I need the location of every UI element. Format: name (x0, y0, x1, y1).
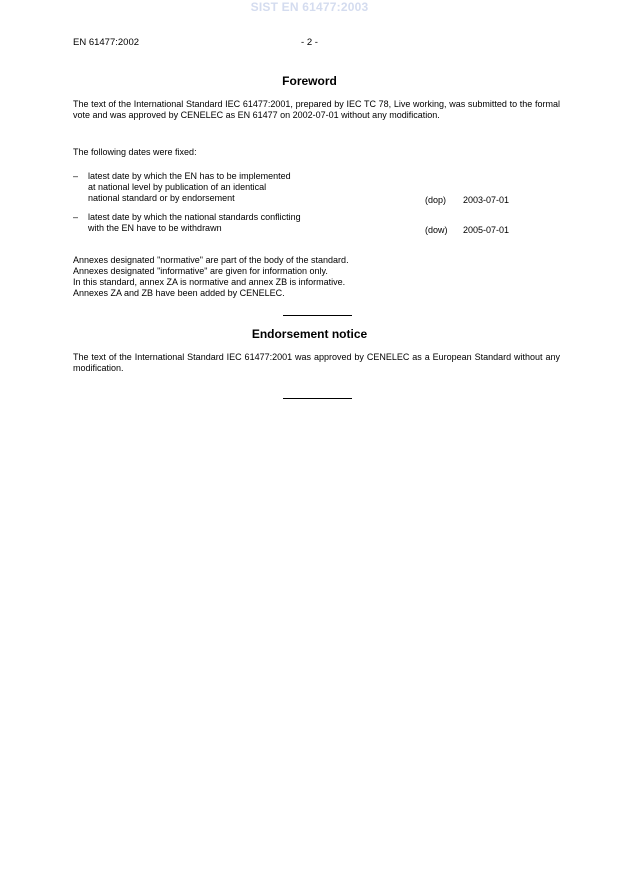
dates-intro: The following dates were fixed: (73, 147, 197, 157)
date-item-line: national standard or by endorsement (88, 193, 235, 203)
endorsement-heading: Endorsement notice (251, 327, 368, 341)
annexes-line: In this standard, annex ZA is normative and annex ZB is informative. (73, 277, 346, 287)
annexes-line: Annexes ZA and ZB have been added by CENELEC. (73, 288, 285, 298)
annexes-line: Annexes designated "informative" are given for information only. (73, 266, 328, 276)
dow-code: (dow) (425, 225, 448, 235)
page-number: - 2 - (301, 37, 318, 48)
list-bullet: – (73, 171, 79, 181)
annexes-line: Annexes designated "normative" are part of the body of the standard. (73, 255, 349, 265)
dop-date: 2003-07-01 (463, 195, 510, 205)
date-item-line: with the EN have to be withdrawn (88, 223, 222, 233)
list-bullet: – (73, 212, 79, 222)
date-item-line: at national level by publication of an identical (88, 182, 267, 192)
foreword-intro: The text of the International Standard IEC 61477:2001, prepared by IEC TC 78, Live working, was submitted to the formal vote and was approved by CENELEC as EN 61477 on 2002-07-01 without any modification. (73, 99, 560, 120)
end-divider (283, 398, 352, 399)
date-item-dow (88, 212, 301, 234)
date-item-line: latest date by which the EN has to be implemented (88, 171, 291, 181)
section-divider (283, 315, 352, 316)
document-id: EN 61477:2002 (73, 37, 140, 48)
dow-date: 2005-07-01 (463, 225, 510, 235)
date-item-line: latest date by which the national standards conflicting (88, 212, 301, 222)
watermark: SIST EN 61477:2003 (250, 0, 369, 14)
annexes-note (73, 255, 349, 299)
foreword-heading: Foreword (282, 74, 337, 88)
date-item-dop (88, 171, 291, 204)
dop-code: (dop) (425, 195, 447, 205)
endorsement-text: The text of the International Standard IEC 61477:2001 was approved by CENELEC as a European Standard without any modification. (73, 352, 560, 373)
